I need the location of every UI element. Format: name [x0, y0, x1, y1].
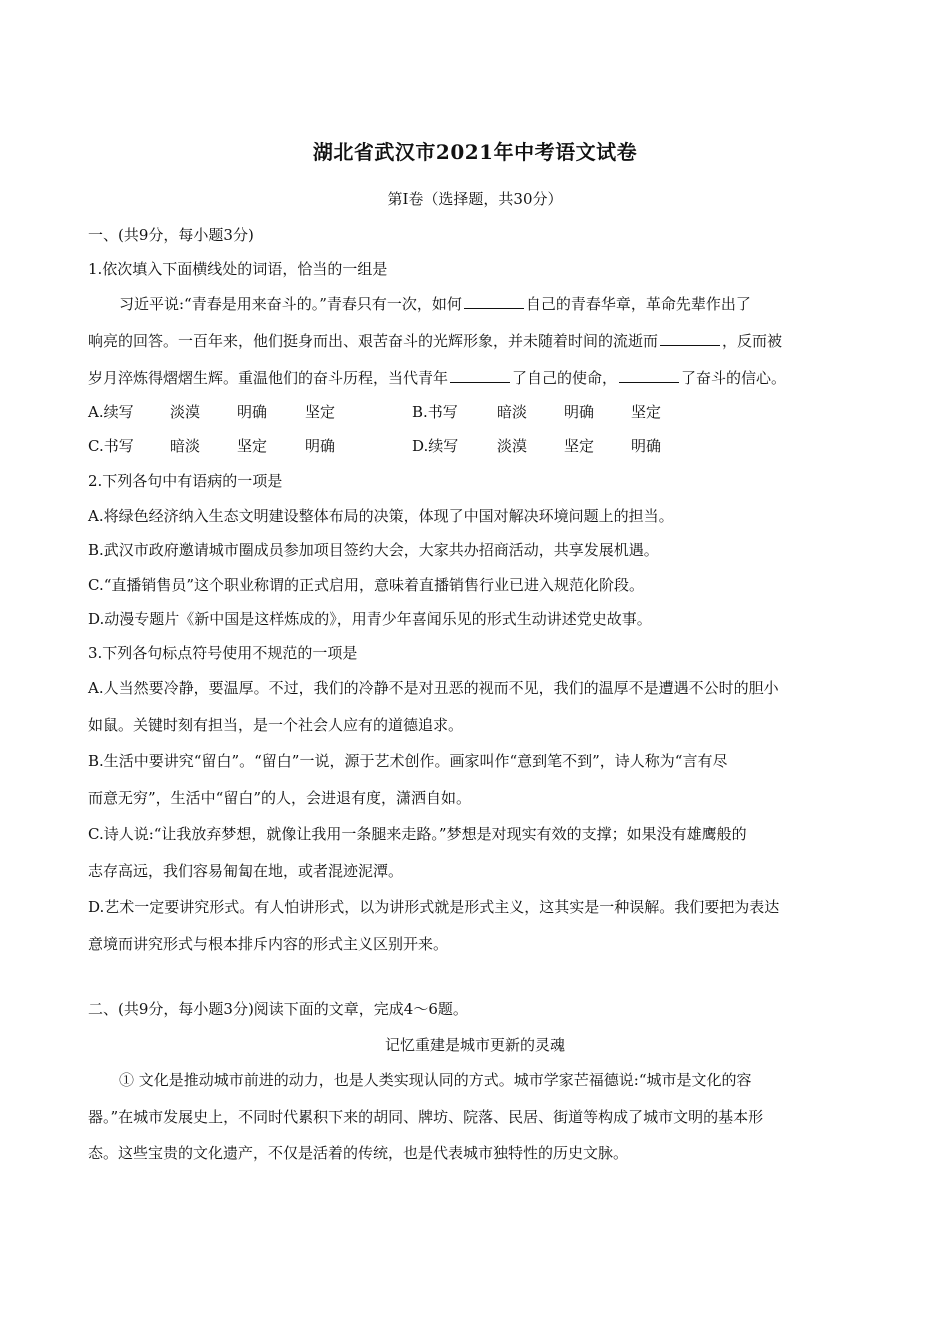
- q1-option-d-word: 明确: [631, 437, 662, 455]
- q1-text: 了自己的使命，: [512, 369, 618, 387]
- q1-option-d-word: 淡漠: [497, 437, 528, 455]
- q1-passage-line3: [88, 366, 786, 390]
- q1-option-b-label: B.书写: [412, 403, 458, 421]
- q1-text: 了奋斗的信心。: [681, 369, 787, 387]
- q1-option-d-word: 坚定: [564, 437, 595, 455]
- q1-option-c-word: 坚定: [237, 437, 268, 455]
- section2-header: 二、(共9分，每小题3分)阅读下面的文章，完成4～6题。: [88, 1000, 468, 1018]
- q3-option-a-line1: A.人当然要冷静，要温厚。不过，我们的冷静不是对丑恶的视而不见，我们的温厚不是遭遇不公时的胆小: [88, 679, 779, 697]
- fill-blank: [464, 293, 524, 309]
- q3-option-a-line2: 如鼠。关键时刻有担当，是一个社会人应有的道德追求。: [88, 716, 464, 734]
- q1-option-d-label: D.续写: [412, 437, 459, 455]
- article-paragraph-line1: ① 文化是推动城市前进的动力，也是人类实现认同的方式。城市学家芒福德说:“城市是文化的容: [119, 1071, 752, 1089]
- q1-option-a-word: 淡漠: [170, 403, 201, 421]
- q1-option-c-word: 明确: [305, 437, 336, 455]
- article-title: 记忆重建是城市更新的灵魂: [384, 1036, 565, 1054]
- q3-option-b-line1: B.生活中要讲究“留白”。“留白”一说，源于艺术创作。画家叫作“意到笔不到”，诗人称为“言有尽: [88, 752, 728, 770]
- q2-option-a: A.将绿色经济纳入生态文明建设整体布局的决策，体现了中国对解决环境问题上的担当。: [88, 507, 674, 525]
- q1-option-b-word: 暗淡: [497, 403, 528, 421]
- page-title: 湖北省武汉市2021年中考语文试卷: [312, 140, 638, 164]
- q1-text: 自己的青春华章，革命先辈作出了: [525, 295, 751, 313]
- q1-option-a-label: A.续写: [88, 403, 134, 421]
- q3-option-d-line2: 意境而讲究形式与根本排斥内容的形式主义区别开来。: [88, 935, 449, 953]
- q3-option-c-line2: 志存高远，我们容易匍匐在地，或者混迹泥潭。: [88, 862, 404, 880]
- q1-option-b-word: 明确: [564, 403, 595, 421]
- q1-option-a-word: 坚定: [305, 403, 336, 421]
- q1-passage-line1: [119, 292, 751, 316]
- fill-blank: [660, 330, 720, 346]
- section-subtitle: 第Ⅰ卷（选择题，共30分）: [387, 190, 563, 208]
- q2-option-c: C.“直播销售员”这个职业称谓的正式启用，意味着直播销售行业已进入规范化阶段。: [88, 576, 645, 594]
- q2-option-d: D.动漫专题片《新中国是这样炼成的》，用青少年喜闻乐见的形式生动讲述党史故事。: [88, 610, 652, 628]
- q1-text: 岁月淬炼得熠熠生辉。重温他们的奋斗历程，当代青年: [88, 369, 449, 387]
- q3-stem: 3.下列各句标点符号使用不规范的一项是: [88, 644, 358, 662]
- section1-header: 一、(共9分，每小题3分): [88, 226, 254, 244]
- q3-option-d-line1: D.艺术一定要讲究形式。有人怕讲形式，以为讲形式就是形式主义，这其实是一种误解。我们要把为表达: [88, 898, 780, 916]
- q1-stem: 1.依次填入下面横线处的词语，恰当的一组是: [88, 260, 388, 278]
- article-paragraph-line3: 态。这些宝贵的文化遗产，不仅是活着的传统，也是代表城市独特性的历史文脉。: [88, 1144, 629, 1162]
- fill-blank: [619, 367, 679, 383]
- q2-option-b: B.武汉市政府邀请城市圈成员参加项目签约大会，大家共办招商活动，共享发展机遇。: [88, 541, 659, 559]
- article-paragraph-line2: 器。”在城市发展史上，不同时代累积下来的胡同、牌坊、院落、民居、街道等构成了城市文明的基本形: [88, 1108, 764, 1126]
- q1-text: 习近平说:“青春是用来奋斗的。”青春只有一次，如何: [119, 295, 462, 313]
- q1-option-b-word: 坚定: [631, 403, 662, 421]
- q3-option-b-line2: 而意无穷”，生活中“留白”的人，会进退有度，潇洒自如。: [88, 789, 472, 807]
- q1-option-c-label: C.书写: [88, 437, 134, 455]
- q3-option-c-line1: C.诗人说:“让我放弃梦想，就像让我用一条腿来走路。”梦想是对现实有效的支撑；如果没有雄鹰般的: [88, 825, 747, 843]
- q1-text: ，反而被: [722, 332, 783, 350]
- q1-option-c-word: 暗淡: [170, 437, 201, 455]
- fill-blank: [450, 367, 510, 383]
- q1-option-a-word: 明确: [237, 403, 268, 421]
- q1-passage-line2: [88, 329, 782, 353]
- q1-text: 响亮的回答。一百年来，他们挺身而出、艰苦奋斗的光辉形象，并未随着时间的流逝而: [88, 332, 659, 350]
- q2-stem: 2.下列各句中有语病的一项是: [88, 472, 283, 490]
